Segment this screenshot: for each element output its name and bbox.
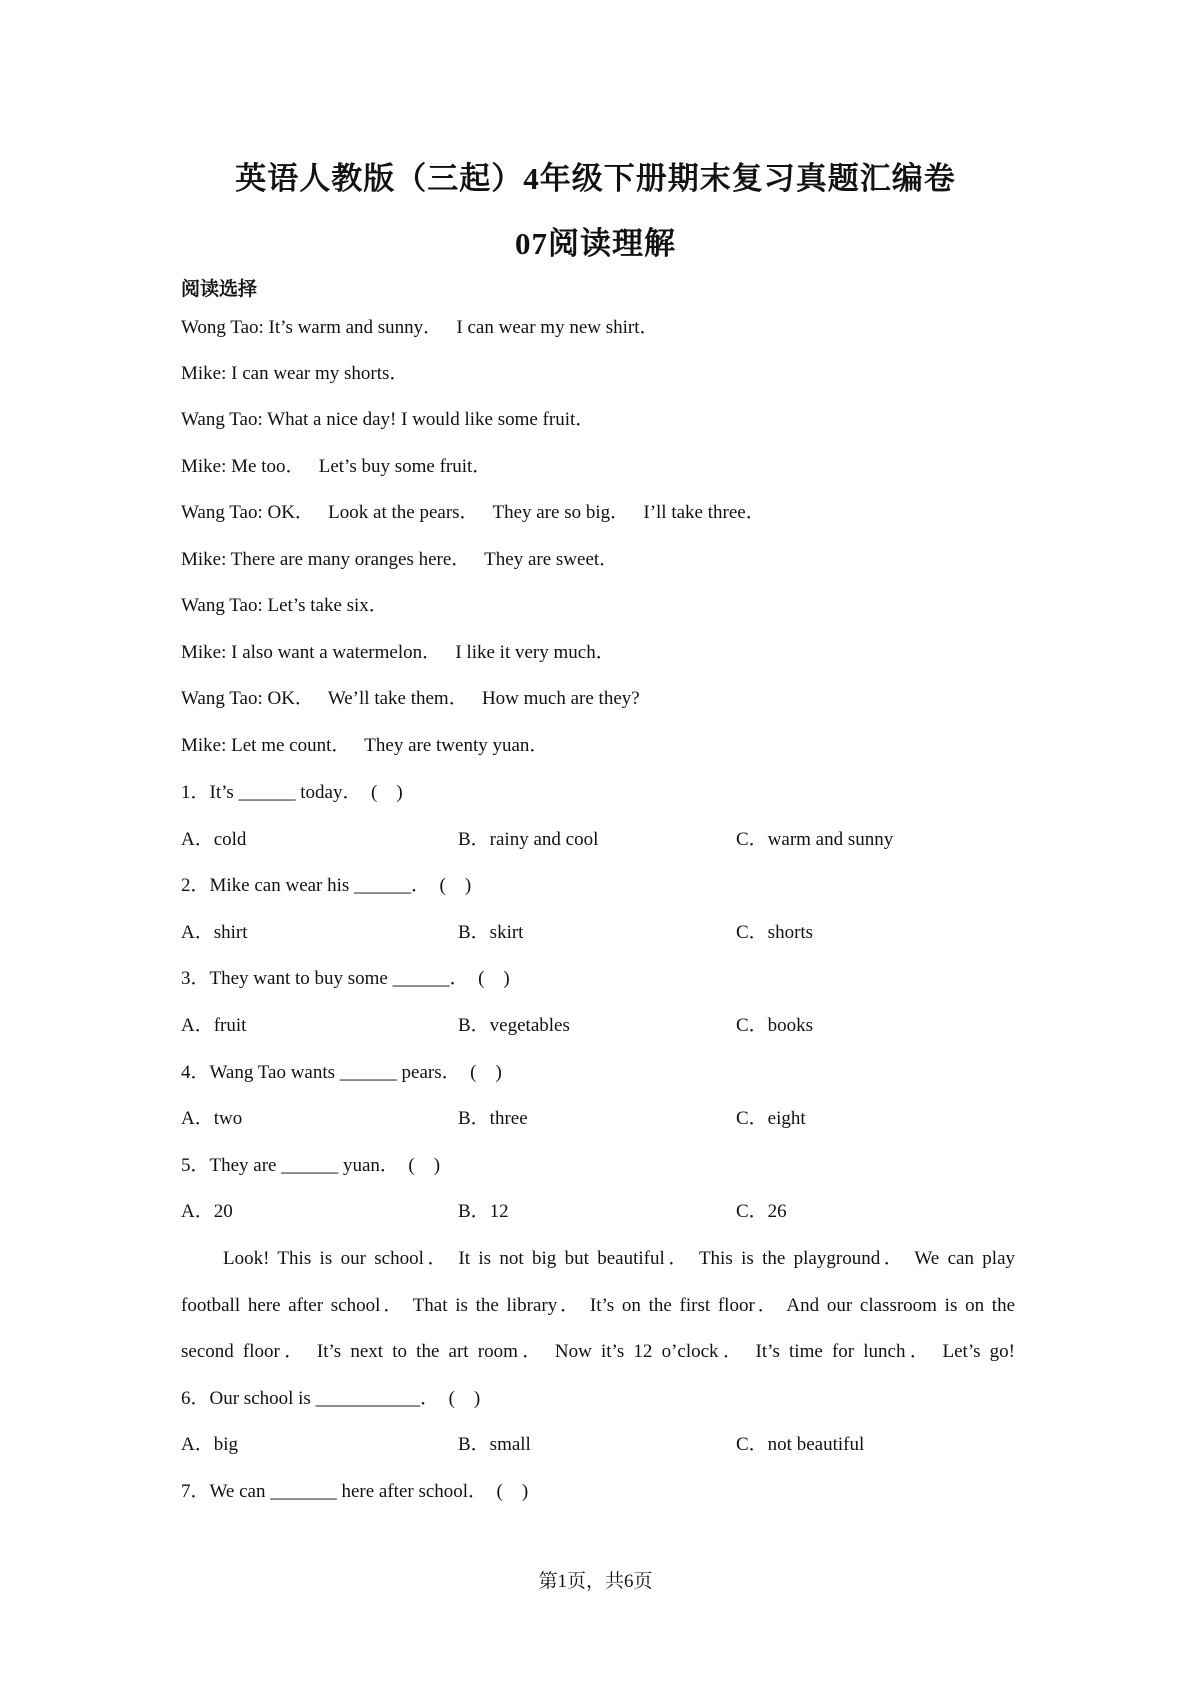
passage-line: second floor． It’s next to the art room． Now it’s 12 o’clock． It’s time for lunch． Let’s go! [181, 1341, 1015, 1362]
dialogue-line: Mike: Me too． Let’s buy some fruit． [181, 456, 492, 477]
option-b: B．small [458, 1434, 531, 1455]
dialogue-line: Wong Tao: It’s warm and sunny． I can wear my new shirt． [181, 317, 659, 338]
option-c: C．warm and sunny [736, 829, 894, 850]
dialogue-line: Wang Tao: What a nice day! I would like some fruit． [181, 409, 595, 430]
option-b: B．rainy and cool [458, 829, 599, 850]
dialogue-line: Mike: I also want a watermelon． I like it very much． [181, 642, 615, 663]
option-c: C．shorts [736, 922, 814, 943]
passage-line: football here after school． That is the library． It’s on the first floor． And our classroom is on the [181, 1295, 1015, 1316]
question-stem: 7．We can _______ here after school． ( ) [181, 1481, 529, 1502]
option-c: C．26 [736, 1201, 787, 1222]
dialogue-line: Wang Tao: OK． Look at the pears． They are so big． I’ll take three． [181, 502, 765, 523]
option-c: C．books [736, 1015, 814, 1036]
document-subtitle: 07阅读理解 [515, 226, 676, 261]
option-a: A．cold [181, 829, 247, 850]
question-stem: 5．They are ______ yuan． ( ) [181, 1155, 441, 1176]
question-stem: 2．Mike can wear his ______． ( ) [181, 875, 472, 896]
question-stem: 3．They want to buy some ______． ( ) [181, 968, 510, 989]
section-heading: 阅读选择 [181, 279, 258, 300]
dialogue-line: Wang Tao: Let’s take six． [181, 595, 388, 616]
passage-line: Look! This is our school． It is not big but beautiful． This is the playground． We can play [223, 1248, 1015, 1269]
option-b: B．12 [458, 1201, 509, 1222]
dialogue-line: Mike: There are many oranges here． They are sweet． [181, 549, 619, 570]
option-b: B．skirt [458, 922, 524, 943]
question-stem: 1．It’s ______ today． ( ) [181, 782, 403, 803]
question-stem: 6．Our school is ___________． ( ) [181, 1388, 481, 1409]
option-a: A．20 [181, 1201, 233, 1222]
option-c: C．eight [736, 1108, 806, 1129]
question-stem: 4．Wang Tao wants ______ pears． ( ) [181, 1062, 502, 1083]
document-title: 英语人教版（三起）4年级下册期末复习真题汇编卷 [235, 161, 956, 196]
dialogue-line: Wang Tao: OK． We’ll take them． How much are they? [181, 688, 640, 709]
option-c: C．not beautiful [736, 1434, 865, 1455]
option-a: A．fruit [181, 1015, 247, 1036]
page-footer: 第1页，共6页 [538, 1571, 653, 1592]
option-b: B．three [458, 1108, 528, 1129]
option-a: A．big [181, 1434, 239, 1455]
option-b: B．vegetables [458, 1015, 570, 1036]
option-a: A．shirt [181, 922, 248, 943]
dialogue-line: Mike: I can wear my shorts． [181, 363, 409, 384]
option-a: A．two [181, 1108, 243, 1129]
dialogue-line: Mike: Let me count． They are twenty yuan． [181, 735, 549, 756]
